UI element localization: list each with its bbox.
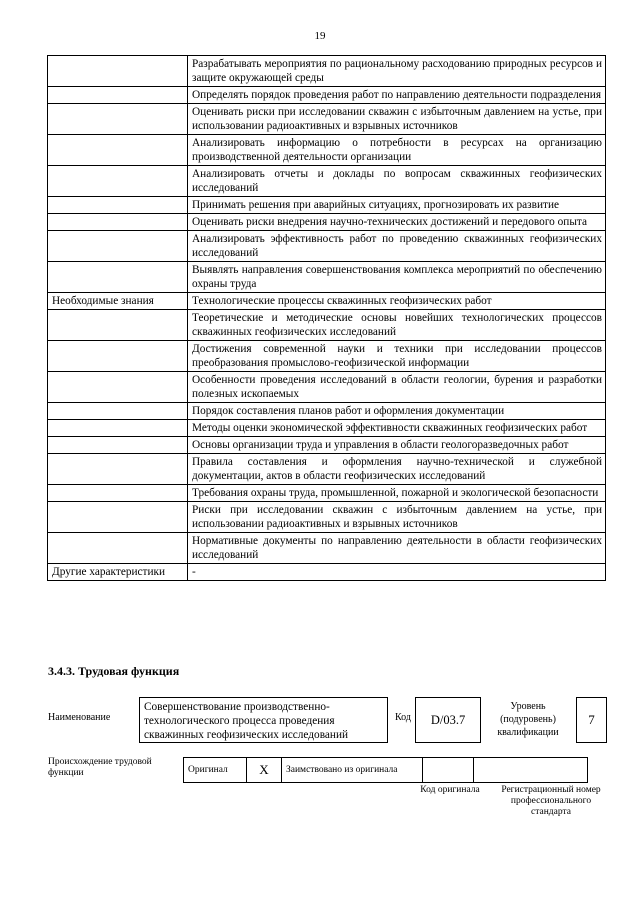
row-text: Правила составления и оформления научно-технической и служебной документации, актов в области геофизических исследований bbox=[188, 454, 606, 485]
row-text: Теоретические и методические основы новейших технологических процессов скважинных геофизических исследований bbox=[188, 310, 606, 341]
code-label: Код bbox=[395, 712, 411, 723]
table-row bbox=[48, 104, 606, 135]
row-label bbox=[48, 533, 188, 564]
borrowed-label: Заимствовано из оригинала bbox=[282, 758, 423, 783]
row-text: Достижения современной науки и техники при исследовании процессов преобразования промыслово-геофизической информации bbox=[188, 341, 606, 372]
page-number: 19 bbox=[314, 30, 326, 42]
row-label bbox=[48, 420, 188, 437]
section-title: 3.4.3. Трудовая функция bbox=[48, 664, 180, 678]
table-row bbox=[48, 564, 606, 581]
table-row bbox=[48, 56, 606, 87]
competency-table bbox=[47, 55, 606, 581]
code-caption: Код оригинала bbox=[420, 785, 480, 795]
original-label: Оригинал bbox=[184, 758, 247, 783]
table-row bbox=[48, 231, 606, 262]
table-row bbox=[48, 403, 606, 420]
row-text: Оценивать риски при исследовании скважин с избыточным давлением на устье, при использовании радиоактивных и взрывных источников bbox=[188, 104, 606, 135]
row-text: Риски при исследовании скважин с избыточным давлением на устье, при использовании радиоактивных и взрывных источников bbox=[188, 502, 606, 533]
row-label: Другие характеристики bbox=[48, 564, 188, 581]
row-text: Особенности проведения исследований в области геологии, бурения и разработки полезных ископаемых bbox=[188, 372, 606, 403]
row-label bbox=[48, 56, 188, 87]
row-label bbox=[48, 135, 188, 166]
registration-number-cell bbox=[474, 758, 588, 783]
row-label bbox=[48, 341, 188, 372]
row-text: Требования охраны труда, промышленной, пожарной и экологической безопасности bbox=[188, 485, 606, 502]
table-row bbox=[48, 87, 606, 104]
row-label bbox=[48, 372, 188, 403]
row-label bbox=[48, 502, 188, 533]
function-name-label: Наименование bbox=[48, 712, 111, 723]
registration-caption: Регистрационный номер профессионального стандарта bbox=[501, 785, 601, 817]
row-text: - bbox=[188, 564, 606, 581]
row-label bbox=[48, 87, 188, 104]
original-code-cell bbox=[423, 758, 474, 783]
row-text: Определять порядок проведения работ по направлению деятельности подразделения bbox=[188, 87, 606, 104]
table-row bbox=[48, 454, 606, 485]
row-label bbox=[48, 437, 188, 454]
table-row bbox=[48, 293, 606, 310]
row-label bbox=[48, 104, 188, 135]
row-label bbox=[48, 485, 188, 502]
row-text: Принимать решения при аварийных ситуациях, прогнозировать их развитие bbox=[188, 197, 606, 214]
table-row bbox=[48, 310, 606, 341]
row-text: Оценивать риски внедрения научно-технических достижений и передового опыта bbox=[188, 214, 606, 231]
row-text: Анализировать отчеты и доклады по вопросам скважинных геофизических исследований bbox=[188, 166, 606, 197]
row-label bbox=[48, 454, 188, 485]
row-label bbox=[48, 231, 188, 262]
row-label bbox=[48, 166, 188, 197]
row-text: Анализировать эффективность работ по проведению скважинных геофизических исследований bbox=[188, 231, 606, 262]
level-label: Уровень (подуровень) квалификации bbox=[497, 701, 559, 738]
table-row bbox=[48, 420, 606, 437]
table-row bbox=[48, 197, 606, 214]
table-row bbox=[48, 437, 606, 454]
row-text: Нормативные документы по направлению деятельности в области геофизических исследований bbox=[188, 533, 606, 564]
origin-label: Происхождение трудовой функции bbox=[48, 757, 152, 778]
level-value-box: 7 bbox=[576, 697, 607, 743]
row-text: Технологические процессы скважинных геофизических работ bbox=[188, 293, 606, 310]
row-text: Методы оценки экономической эффективности скважинных геофизических работ bbox=[188, 420, 606, 437]
row-text: Основы организации труда и управления в области геологоразведочных работ bbox=[188, 437, 606, 454]
row-label: Необходимые знания bbox=[48, 293, 188, 310]
table-row bbox=[48, 341, 606, 372]
code-value-box: D/03.7 bbox=[415, 697, 481, 743]
row-text: Разрабатывать мероприятия по рациональному расходованию природных ресурсов и защите окружающей среды bbox=[188, 56, 606, 87]
row-label bbox=[48, 197, 188, 214]
table-row bbox=[48, 262, 606, 293]
function-name-box: Совершенствование производственно-технологического процесса проведения скважинных геофизических исследований bbox=[139, 697, 388, 743]
original-mark: X bbox=[247, 758, 282, 783]
row-label bbox=[48, 403, 188, 420]
table-row bbox=[48, 166, 606, 197]
origin-table bbox=[183, 757, 588, 783]
table-row bbox=[48, 533, 606, 564]
row-label bbox=[48, 310, 188, 341]
row-text: Порядок составления планов работ и оформления документации bbox=[188, 403, 606, 420]
row-text: Выявлять направления совершенствования комплекса мероприятий по обеспечению охраны труда bbox=[188, 262, 606, 293]
table-row bbox=[48, 372, 606, 403]
row-text: Анализировать информацию о потребности в ресурсах на организацию производственной деятельности организации bbox=[188, 135, 606, 166]
table-row bbox=[48, 485, 606, 502]
table-row bbox=[48, 502, 606, 533]
table-row bbox=[48, 135, 606, 166]
competency-table-body bbox=[48, 56, 606, 581]
row-label bbox=[48, 262, 188, 293]
table-row bbox=[48, 214, 606, 231]
row-label bbox=[48, 214, 188, 231]
